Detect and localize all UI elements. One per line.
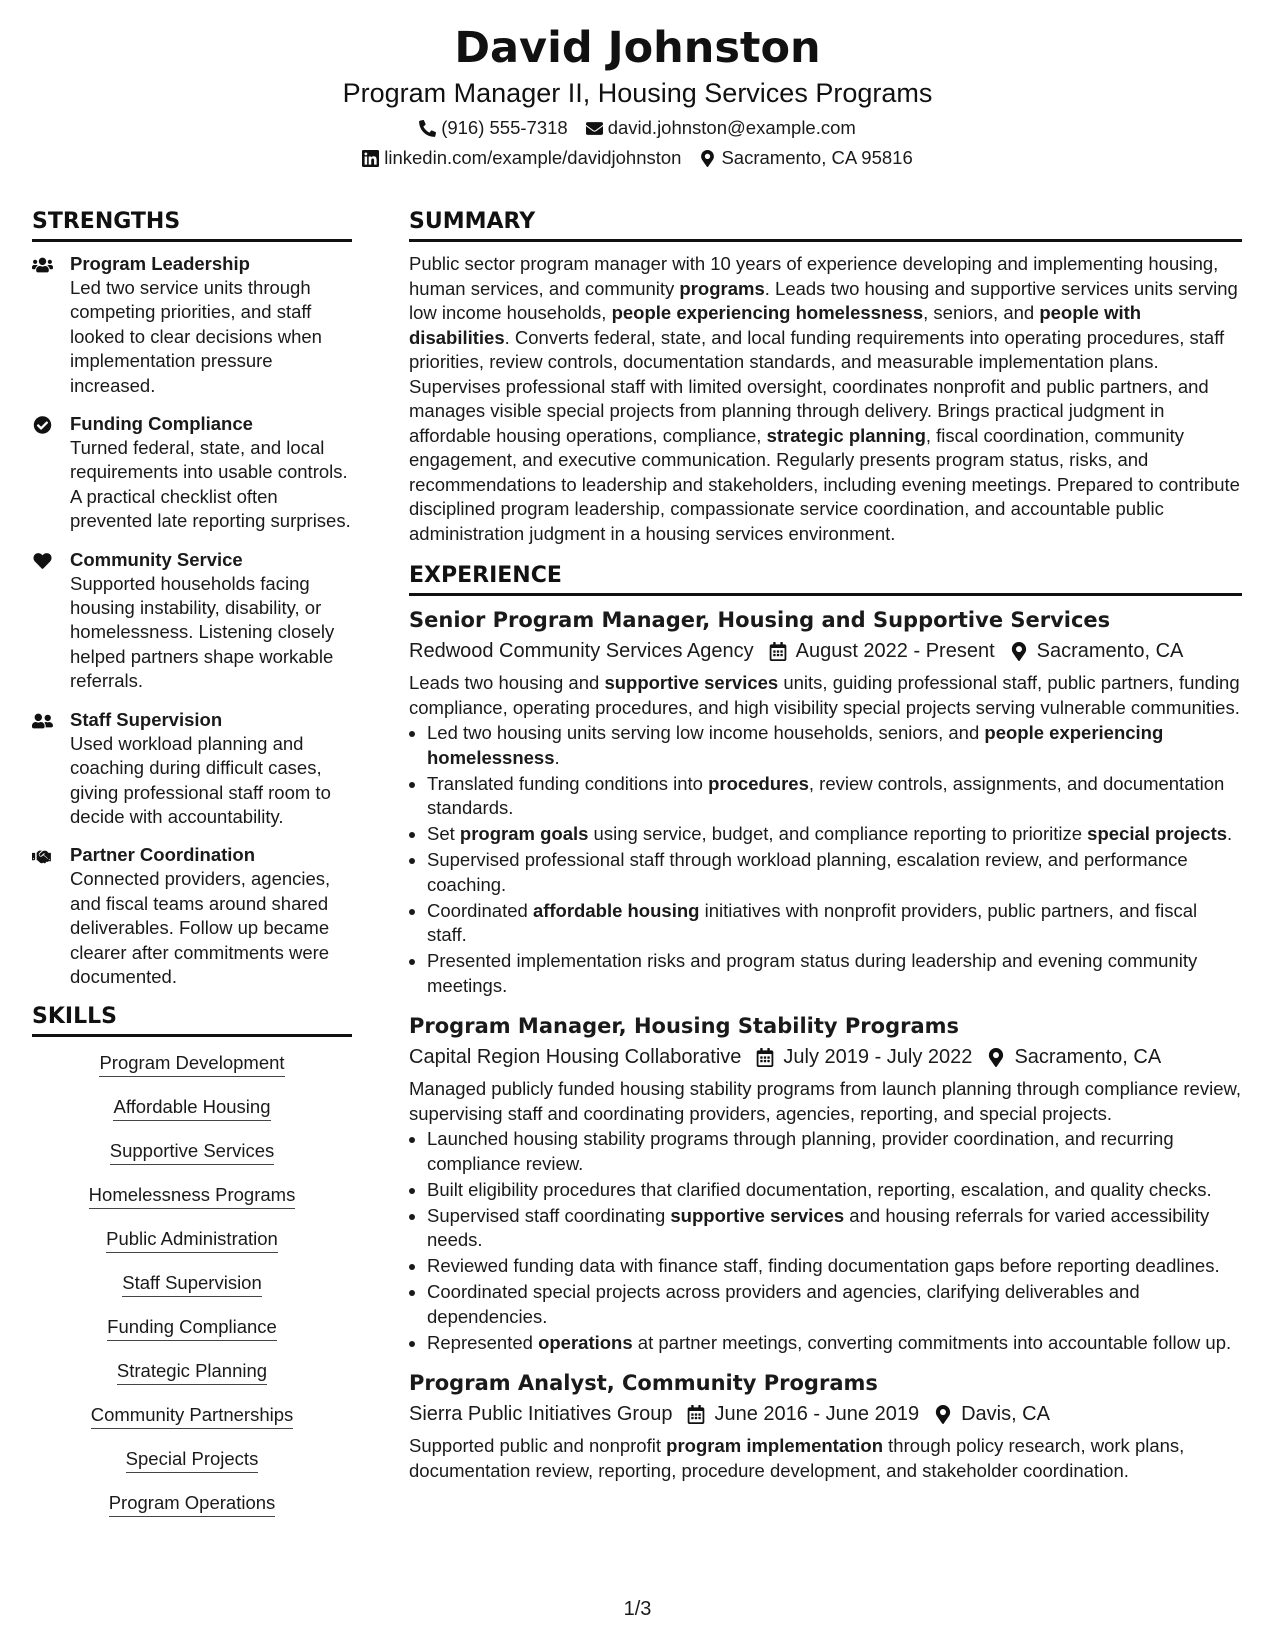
job-org: Capital Region Housing Collaborative — [409, 1046, 742, 1068]
summary-section — [409, 208, 1242, 546]
map-marker-icon — [1010, 642, 1028, 661]
bold-keyword: people with disabilities — [409, 302, 1142, 348]
job-description — [409, 1434, 1242, 1483]
candidate-title: Program Manager II, Housing Services Programs — [342, 78, 933, 108]
strengths-section — [32, 208, 352, 989]
bullet-item — [427, 1178, 1242, 1203]
strength-item — [32, 252, 352, 398]
bullet-item — [427, 1254, 1242, 1279]
email-contact[interactable] — [586, 116, 856, 140]
strengths-heading: STRENGTHS — [32, 208, 352, 242]
text-run: Coordinated special projects across providers and agencies, clarifying deliverables and dependencies. — [427, 1281, 1140, 1327]
job-meta — [409, 1043, 1242, 1071]
bullet-item — [427, 1127, 1242, 1176]
linkedin-contact[interactable] — [362, 146, 681, 170]
job-bullets — [409, 1127, 1242, 1355]
phone-text: (916) 555-7318 — [441, 117, 568, 138]
text-run: Coordinated — [427, 899, 533, 921]
strength-title: Funding Compliance — [70, 413, 253, 435]
text-run: at partner meetings, converting commitments into accountable follow up. — [632, 1331, 1232, 1353]
text-run: . — [1227, 823, 1233, 844]
text-run: Public sector program manager with 10 years of experience developing and implementing housing, human services, and community — [409, 253, 1219, 299]
skill-list — [32, 1051, 352, 1535]
strength-title: Program Leadership — [70, 253, 250, 274]
strength-desc: Turned federal, state, and local requirements into usable controls. A practical checklist often prevented late reporting surprises. — [70, 437, 351, 532]
contact-row-1 — [0, 116, 1275, 140]
handshake-icon — [32, 847, 53, 865]
text-run: Leads two housing and — [409, 672, 605, 693]
skill-tag: Affordable Housing — [113, 1095, 270, 1121]
phone-contact — [419, 116, 568, 140]
job-location: Sacramento, CA — [1014, 1046, 1162, 1068]
text-run: and housing referrals for varied accessibility needs. — [427, 1204, 1210, 1250]
job-dates: June 2016 - June 2019 — [714, 1403, 920, 1425]
bold-keyword: strategic planning — [766, 424, 926, 446]
text-run: Built eligibility procedures that clarified documentation, reporting, escalation, and quality checks. — [427, 1178, 1212, 1200]
bold-keyword: programs — [679, 277, 765, 299]
bullet-item — [427, 848, 1242, 897]
contact-row-2 — [0, 146, 1275, 170]
bullet-item — [427, 1280, 1242, 1329]
heart-icon — [32, 552, 53, 570]
bold-keyword: procedures — [708, 772, 809, 794]
bold-keyword: people experiencing homelessness — [427, 722, 1164, 768]
skill-tag: Program Development — [99, 1051, 284, 1077]
user-friends-icon — [32, 712, 53, 730]
text-run: Translated funding conditions into — [427, 772, 709, 794]
job-entry — [409, 1369, 1242, 1483]
phone-icon — [419, 120, 436, 137]
job-title: Senior Program Manager, Housing and Supportive Services — [409, 608, 1111, 632]
job-dates: August 2022 - Present — [795, 640, 995, 662]
text-run: Set — [427, 823, 460, 844]
text-run: Supported public and nonprofit — [409, 1435, 667, 1456]
bullet-item — [427, 1204, 1242, 1253]
job-dates: July 2019 - July 2022 — [783, 1046, 973, 1068]
text-run: , fiscal coordination, community engagement, and executive communication. Regularly presents program status, risks, and recommendations to leadership and stakeholders, including evening meetings. Prepared to contribute disciplined program leadership, compassionate service coordination, and accountable public administration judgment in a housing services environment. — [409, 424, 1240, 544]
bullet-item — [427, 721, 1242, 770]
text-run: . Leads two housing and supportive services units serving low income households, — [409, 277, 1238, 323]
strength-item — [32, 708, 352, 830]
right-column — [409, 208, 1242, 1497]
skill-tag: Strategic Planning — [117, 1359, 267, 1385]
job-entry — [409, 1012, 1242, 1355]
text-run: Led two housing units serving low income households, seniors, and — [427, 722, 985, 743]
location-text: Sacramento, CA 95816 — [721, 147, 913, 168]
resume-header — [0, 22, 1275, 170]
text-run: Launched housing stability programs through planning, provider coordination, and recurring compliance review. — [427, 1128, 1174, 1174]
bullet-item — [427, 822, 1242, 847]
strength-desc: Used workload planning and coaching during difficult cases, giving professional staff room to decide with accountability. — [70, 732, 331, 827]
job-location: Sacramento, CA — [1036, 640, 1184, 662]
job-title: Program Analyst, Community Programs — [409, 1371, 878, 1395]
text-run: , review controls, assignments, and documentation standards. — [427, 772, 1225, 818]
candidate-name: David Johnston — [454, 23, 821, 73]
job-location: Davis, CA — [961, 1403, 1050, 1425]
text-run: Reviewed funding data with finance staff, finding documentation gaps before reporting deadlines. — [427, 1255, 1220, 1276]
text-run: . — [554, 746, 560, 768]
strength-title: Community Service — [70, 548, 243, 570]
experience-heading: EXPERIENCE — [409, 562, 1242, 596]
bold-keyword: supportive services — [670, 1204, 845, 1226]
map-marker-icon — [699, 150, 716, 167]
job-meta — [409, 637, 1242, 665]
strength-item — [32, 843, 352, 989]
job-meta — [409, 1400, 1242, 1428]
text-run: using service, budget, and compliance reporting to prioritize — [588, 823, 1088, 844]
skills-heading: SKILLS — [32, 1003, 352, 1037]
summary-heading: SUMMARY — [409, 208, 1242, 242]
bold-keyword: supportive services — [604, 672, 779, 693]
skill-tag: Public Administration — [106, 1227, 278, 1253]
text-run: Presented implementation risks and program status during leadership and evening community meetings. — [427, 950, 1198, 996]
strength-desc: Connected providers, agencies, and fiscal teams around shared deliverables. Follow up became clearer after commitments were documented. — [70, 868, 331, 987]
text-run: Managed publicly funded housing stability programs from launch planning through compliance review, supervising staff and coordinating providers, agencies, reporting, and special projects. — [409, 1078, 1241, 1124]
bold-keyword: program implementation — [666, 1435, 884, 1456]
strength-desc: Led two service units through competing priorities, and staff looked to clear decisions when implementation pressure increased. — [70, 277, 322, 396]
bold-keyword: people experiencing homelessness — [611, 302, 924, 323]
job-org: Redwood Community Services Agency — [409, 640, 754, 662]
location-contact — [699, 146, 912, 170]
map-marker-icon — [934, 1405, 952, 1424]
bullet-item — [427, 949, 1242, 998]
text-run: Represented — [427, 1331, 539, 1353]
job-bullets — [409, 721, 1242, 998]
bullet-item — [427, 772, 1242, 821]
summary-text — [409, 252, 1242, 546]
calendar-icon — [687, 1405, 705, 1424]
skill-tag: Homelessness Programs — [89, 1183, 296, 1209]
text-run: units, guiding professional staff, public partners, funding compliance, operating procedures, and high visibility special projects serving vulnerable communities. — [409, 672, 1240, 718]
job-title: Program Manager, Housing Stability Programs — [409, 1014, 960, 1038]
bullet-item — [427, 1331, 1242, 1356]
left-column — [32, 208, 352, 1535]
strength-item — [32, 412, 352, 534]
strength-title: Partner Coordination — [70, 844, 256, 866]
strength-desc: Supported households facing housing instability, disability, or homelessness. Listening closely helped partners shape workable referrals. — [70, 572, 335, 692]
job-description — [409, 671, 1242, 720]
skill-tag: Community Partnerships — [91, 1403, 294, 1429]
bold-keyword: operations — [538, 1331, 633, 1353]
experience-section — [409, 562, 1242, 1483]
skill-tag: Staff Supervision — [122, 1271, 262, 1297]
check-circle-icon — [32, 416, 53, 434]
text-run: through policy research, work plans, documentation review, reporting, procedure development, and stakeholder coordination. — [409, 1435, 1185, 1481]
linkedin-text: linkedin.com/example/davidjohnston — [384, 147, 682, 168]
job-entry — [409, 606, 1242, 998]
text-run: Supervised staff coordinating — [427, 1204, 671, 1226]
job-org: Sierra Public Initiatives Group — [409, 1403, 673, 1425]
strength-item — [32, 548, 352, 694]
skill-tag: Special Projects — [126, 1447, 259, 1473]
strength-title: Staff Supervision — [70, 708, 223, 730]
bullet-item — [427, 899, 1242, 948]
bold-keyword: special projects — [1087, 823, 1228, 844]
text-run: initiatives with nonprofit providers, public partners, and fiscal staff. — [427, 899, 1198, 945]
users-icon — [32, 256, 53, 274]
bold-keyword: affordable housing — [532, 899, 700, 921]
job-description — [409, 1077, 1242, 1126]
text-run: Supervised professional staff through workload planning, escalation review, and performance coaching. — [427, 849, 1188, 895]
skill-tag: Funding Compliance — [107, 1315, 277, 1341]
page-number: 1/3 — [623, 1598, 652, 1620]
text-run: , seniors, and — [923, 302, 1040, 323]
linkedin-icon — [362, 150, 379, 167]
calendar-icon — [769, 642, 787, 661]
skills-section — [32, 1003, 352, 1535]
calendar-icon — [756, 1048, 774, 1067]
bold-keyword: program goals — [459, 823, 589, 844]
map-marker-icon — [987, 1048, 1005, 1067]
skill-tag: Program Operations — [109, 1491, 276, 1517]
envelope-icon — [586, 120, 603, 137]
text-run: . Converts federal, state, and local funding requirements into operating procedures, staff priorities, review controls, documentation standards, and measurable implementation plans. Supervises professional staff with limited oversight, coordinates nonprofit and public partners, and manages visible special projects from planning through delivery. Brings practical judgment in affordable housing operations, compliance, — [409, 326, 1225, 446]
email-text: david.johnston@example.com — [607, 117, 856, 138]
skill-tag: Supportive Services — [110, 1139, 275, 1165]
